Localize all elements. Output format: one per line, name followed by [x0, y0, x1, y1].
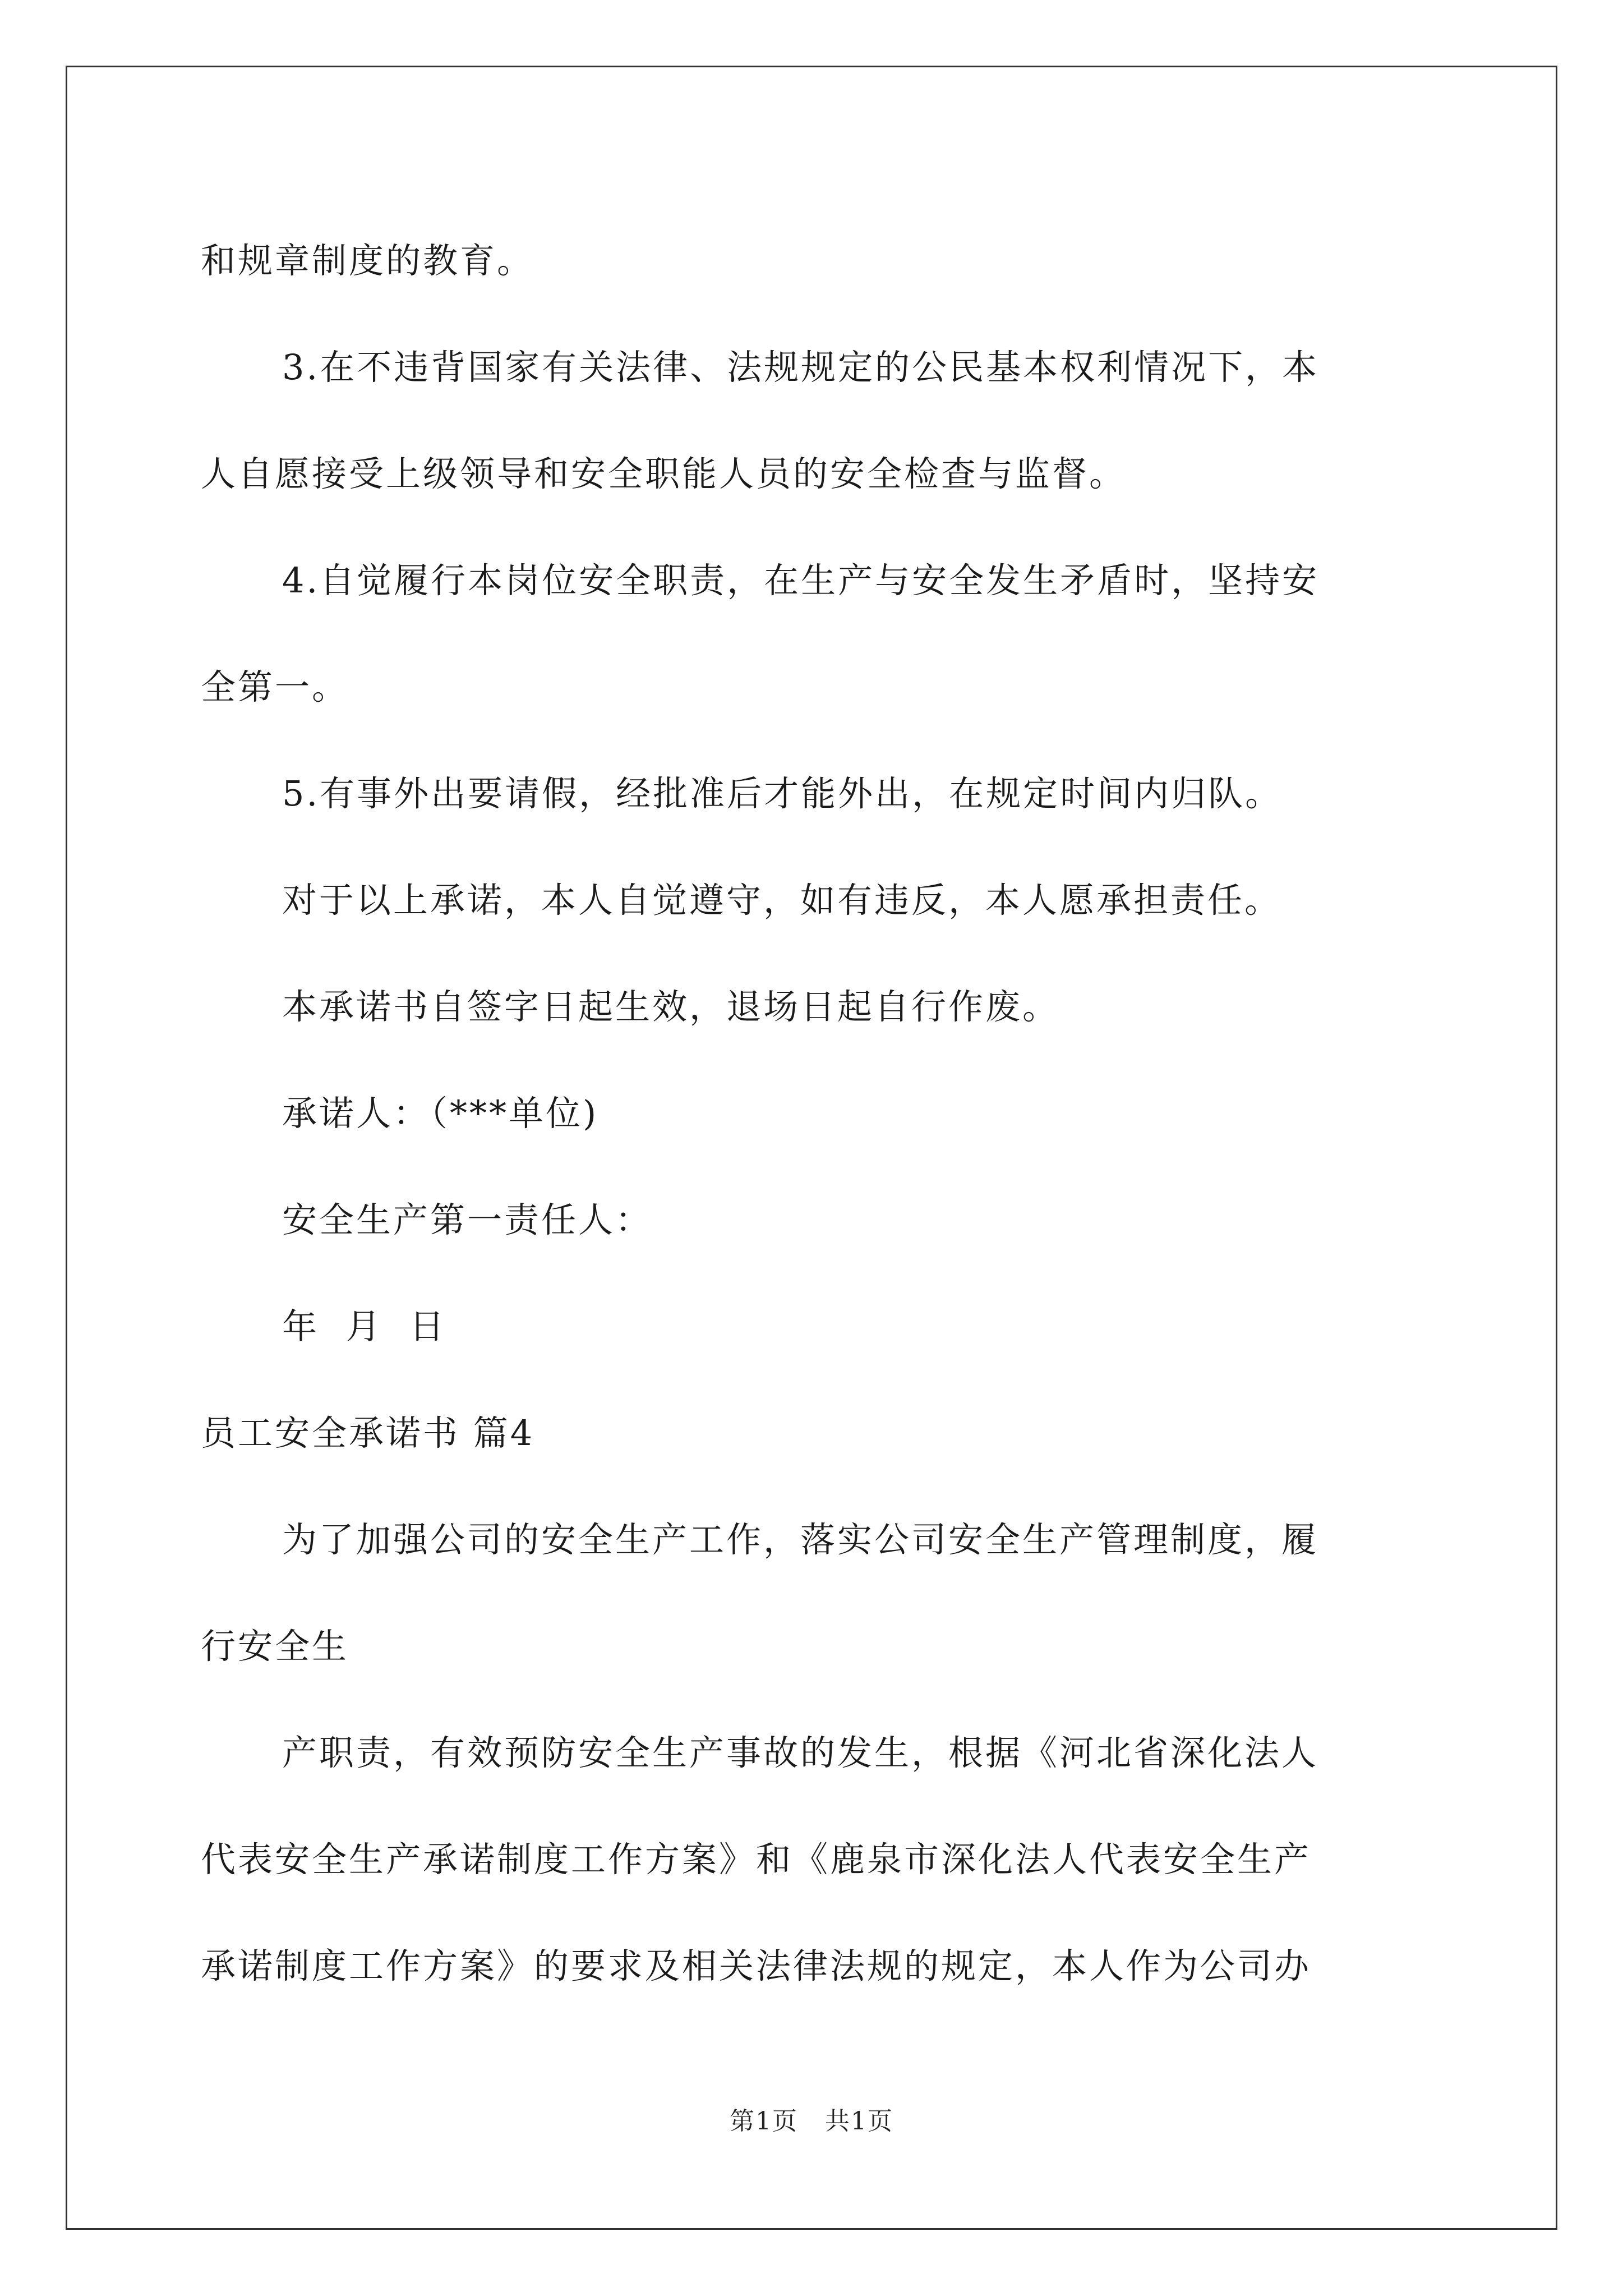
text-line-16: 代表安全生产承诺制度工作方案》和《鹿泉市深化法人代表安全生产: [201, 1839, 1312, 1880]
section-heading: 员工安全承诺书 篇4: [201, 1412, 535, 1453]
text-line-13: 为了加强公司的安全生产工作，落实公司安全生产管理制度，履: [282, 1519, 1319, 1560]
text-line-6: 5.有事外出要请假，经批准后才能外出，在规定时间内归队。: [282, 773, 1283, 814]
text-line-15: 产职责，有效预防安全生产事故的发生，根据《河北省深化法人: [282, 1732, 1319, 1773]
text-line-3: 人自愿接受上级领导和安全职能人员的安全检查与监督。: [201, 453, 1127, 494]
text-line-8: 本承诺书自签字日起生效，退场日起自行作废。: [282, 986, 1060, 1027]
document-body: [201, 208, 1423, 2019]
text-line-5: 全第一。: [201, 666, 349, 707]
date-line: 年 月 日: [282, 1306, 446, 1347]
page-number: 第1页 共1页: [730, 2107, 893, 2136]
text-line-2: 3.在不违背国家有关法律、法规规定的公民基本权利情况下，本: [282, 347, 1320, 388]
text-line-17: 承诺制度工作方案》的要求及相关法律法规的规定，本人作为公司办: [201, 1945, 1312, 1986]
signer-line: 承诺人：（***单位): [282, 1093, 599, 1134]
text-line-4: 4.自觉履行本岗位安全职责，在生产与安全发生矛盾时，坚持安: [282, 560, 1320, 601]
page-footer: [0, 2101, 1623, 2137]
responsible-person-line: 安全生产第一责任人：: [282, 1199, 653, 1240]
text-line-14: 行安全生: [201, 1626, 349, 1667]
text-line-7: 对于以上承诺，本人自觉遵守，如有违反，本人愿承担责任。: [282, 880, 1282, 921]
text-line-1: 和规章制度的教育。: [201, 240, 534, 281]
